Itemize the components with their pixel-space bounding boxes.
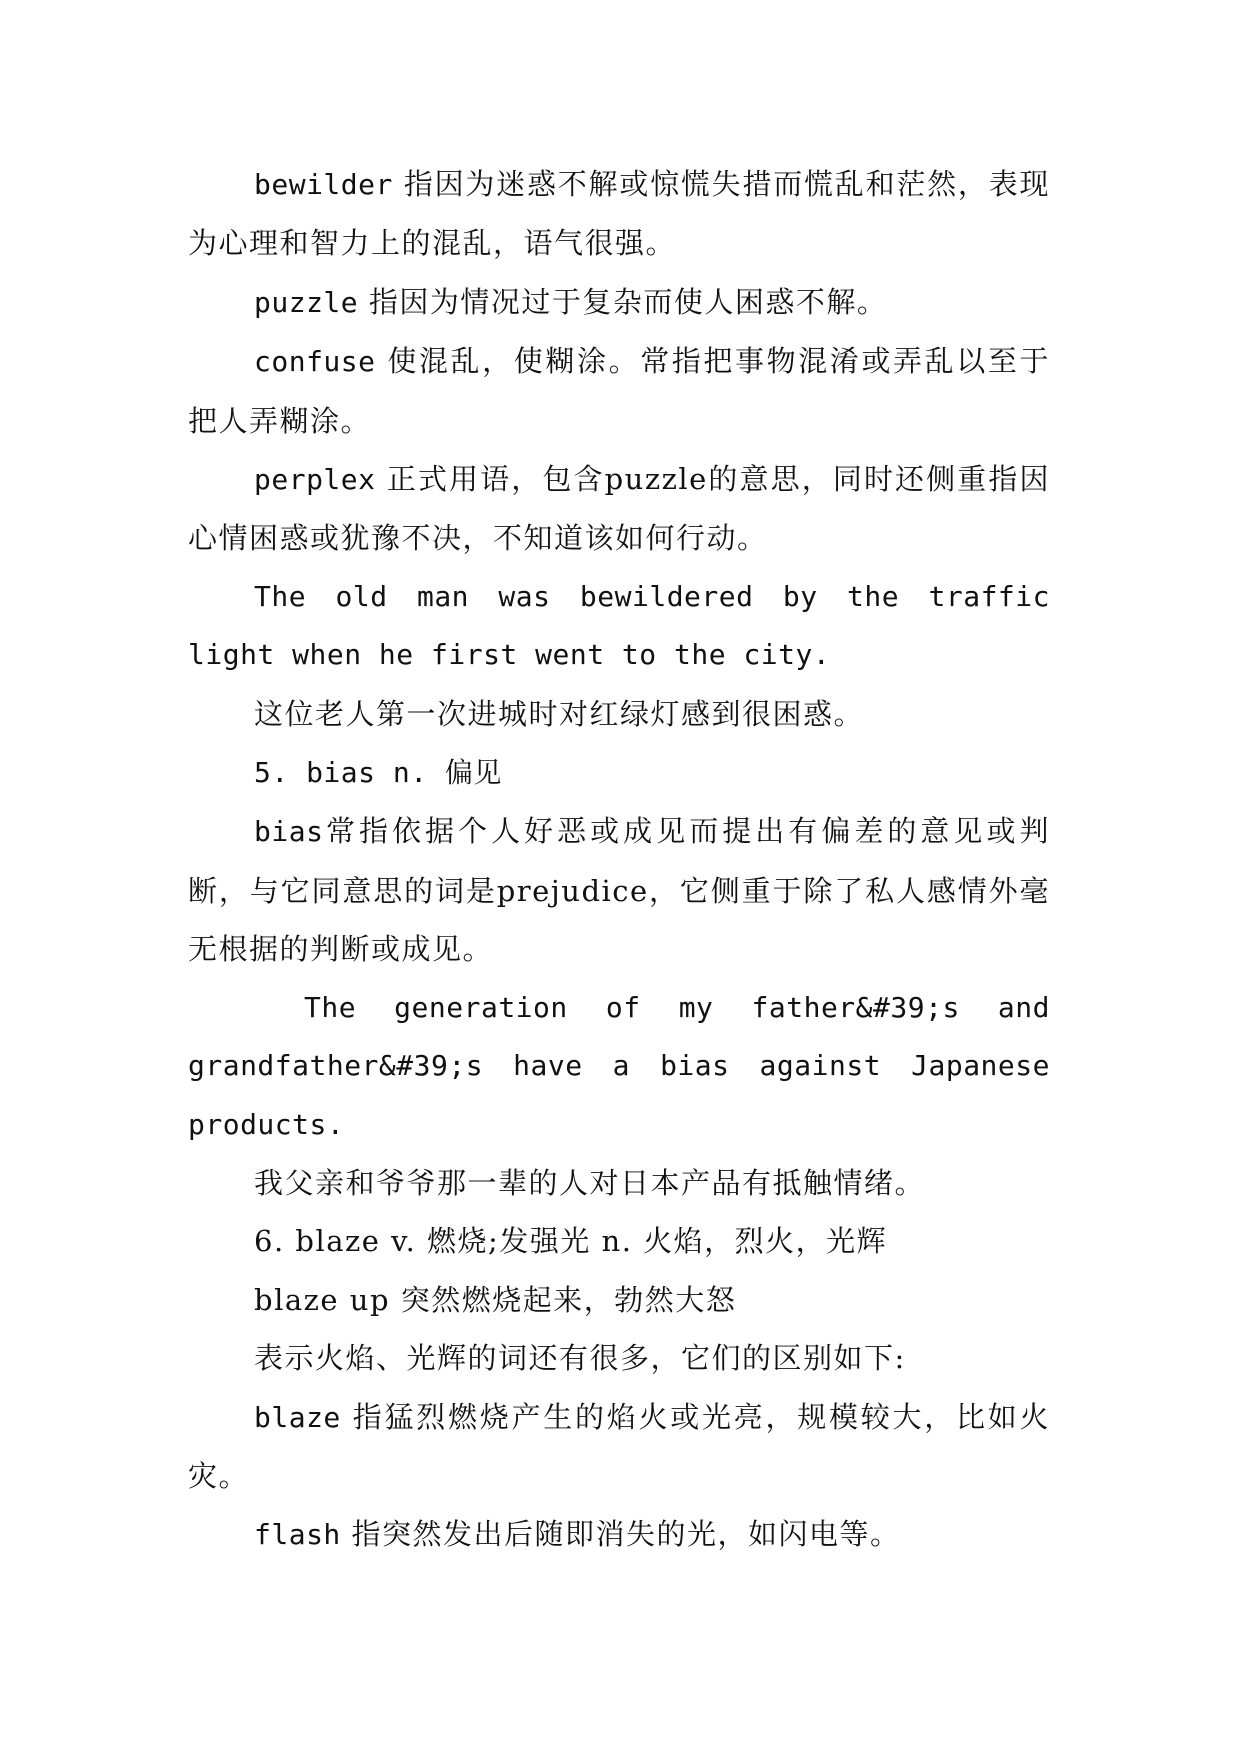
section-heading-blaze <box>188 1212 1050 1270</box>
paragraph-puzzle <box>188 273 1050 332</box>
document-page <box>188 155 1050 1565</box>
definition-perplex: 正式用语，包含puzzle的意思，同时还侧重指因心情困惑或犹豫不决，不知道该如何行动。 <box>188 462 1050 556</box>
paragraph-bewilder <box>188 155 1050 273</box>
intro-fire-words: 表示火焰、光辉的词还有很多，它们的区别如下: <box>254 1341 906 1376</box>
definition-confuse: 使混乱，使糊涂。常指把事物混淆或弄乱以至于把人弄糊涂。 <box>188 344 1050 438</box>
definition-blaze: 指猛烈燃烧产生的焰火或光亮，规模较大，比如火灾。 <box>188 1399 1050 1493</box>
term-confuse: confuse <box>254 345 376 379</box>
paragraph-perplex <box>188 450 1050 568</box>
paragraph-confuse <box>188 332 1050 450</box>
term-bias: bias <box>254 815 324 849</box>
term-flash: flash <box>254 1518 341 1552</box>
section-heading-bias <box>188 743 1050 802</box>
definition-bias: 常指依据个人好恶或成见而提出有偏差的意见或判断，与它同意思的词是prejudice，它侧重于除了私人感情外毫无根据的判断或成见。 <box>188 814 1050 967</box>
paragraph-blaze <box>188 1388 1050 1506</box>
term-perplex: perplex <box>254 463 376 497</box>
heading-bias-text: 5. bias n. 偏见 <box>254 756 502 790</box>
phrase-blaze-up-text: blaze up 突然燃烧起来，勃然大怒 <box>254 1282 737 1317</box>
definition-flash: 指突然发出后随即消失的光，如闪电等。 <box>340 1517 901 1552</box>
example-sentence-bewildered: The old man was bewildered by the traffic light when he first went to the city. <box>188 579 1050 672</box>
example-translation-bewildered: 这位老人第一次进城时对红绿灯感到很困惑。 <box>254 696 865 731</box>
example-sentence-bias: The generation of my father&#39;s and grandfather&#39;s have a bias against Japanese products. <box>188 990 1050 1141</box>
heading-blaze-text: 6. blaze v. 燃烧;发强光 n. 火焰，烈火，光辉 <box>254 1224 888 1259</box>
definition-bewilder: 指因为迷惑不解或惊慌失措而慌乱和茫然，表现为心理和智力上的混乱，语气很强。 <box>188 167 1050 261</box>
term-bewilder: bewilder <box>254 168 393 201</box>
paragraph-flash <box>188 1505 1050 1564</box>
term-puzzle: puzzle <box>254 285 359 319</box>
phrase-blaze-up <box>188 1271 1050 1329</box>
definition-puzzle: 指因为情况过于复杂而使人困惑不解。 <box>358 284 888 319</box>
term-blaze: blaze <box>254 1400 341 1434</box>
paragraph-bias <box>188 802 1050 978</box>
example-translation-bias: 我父亲和爷爷那一辈的人对日本产品有抵触情绪。 <box>254 1165 926 1200</box>
